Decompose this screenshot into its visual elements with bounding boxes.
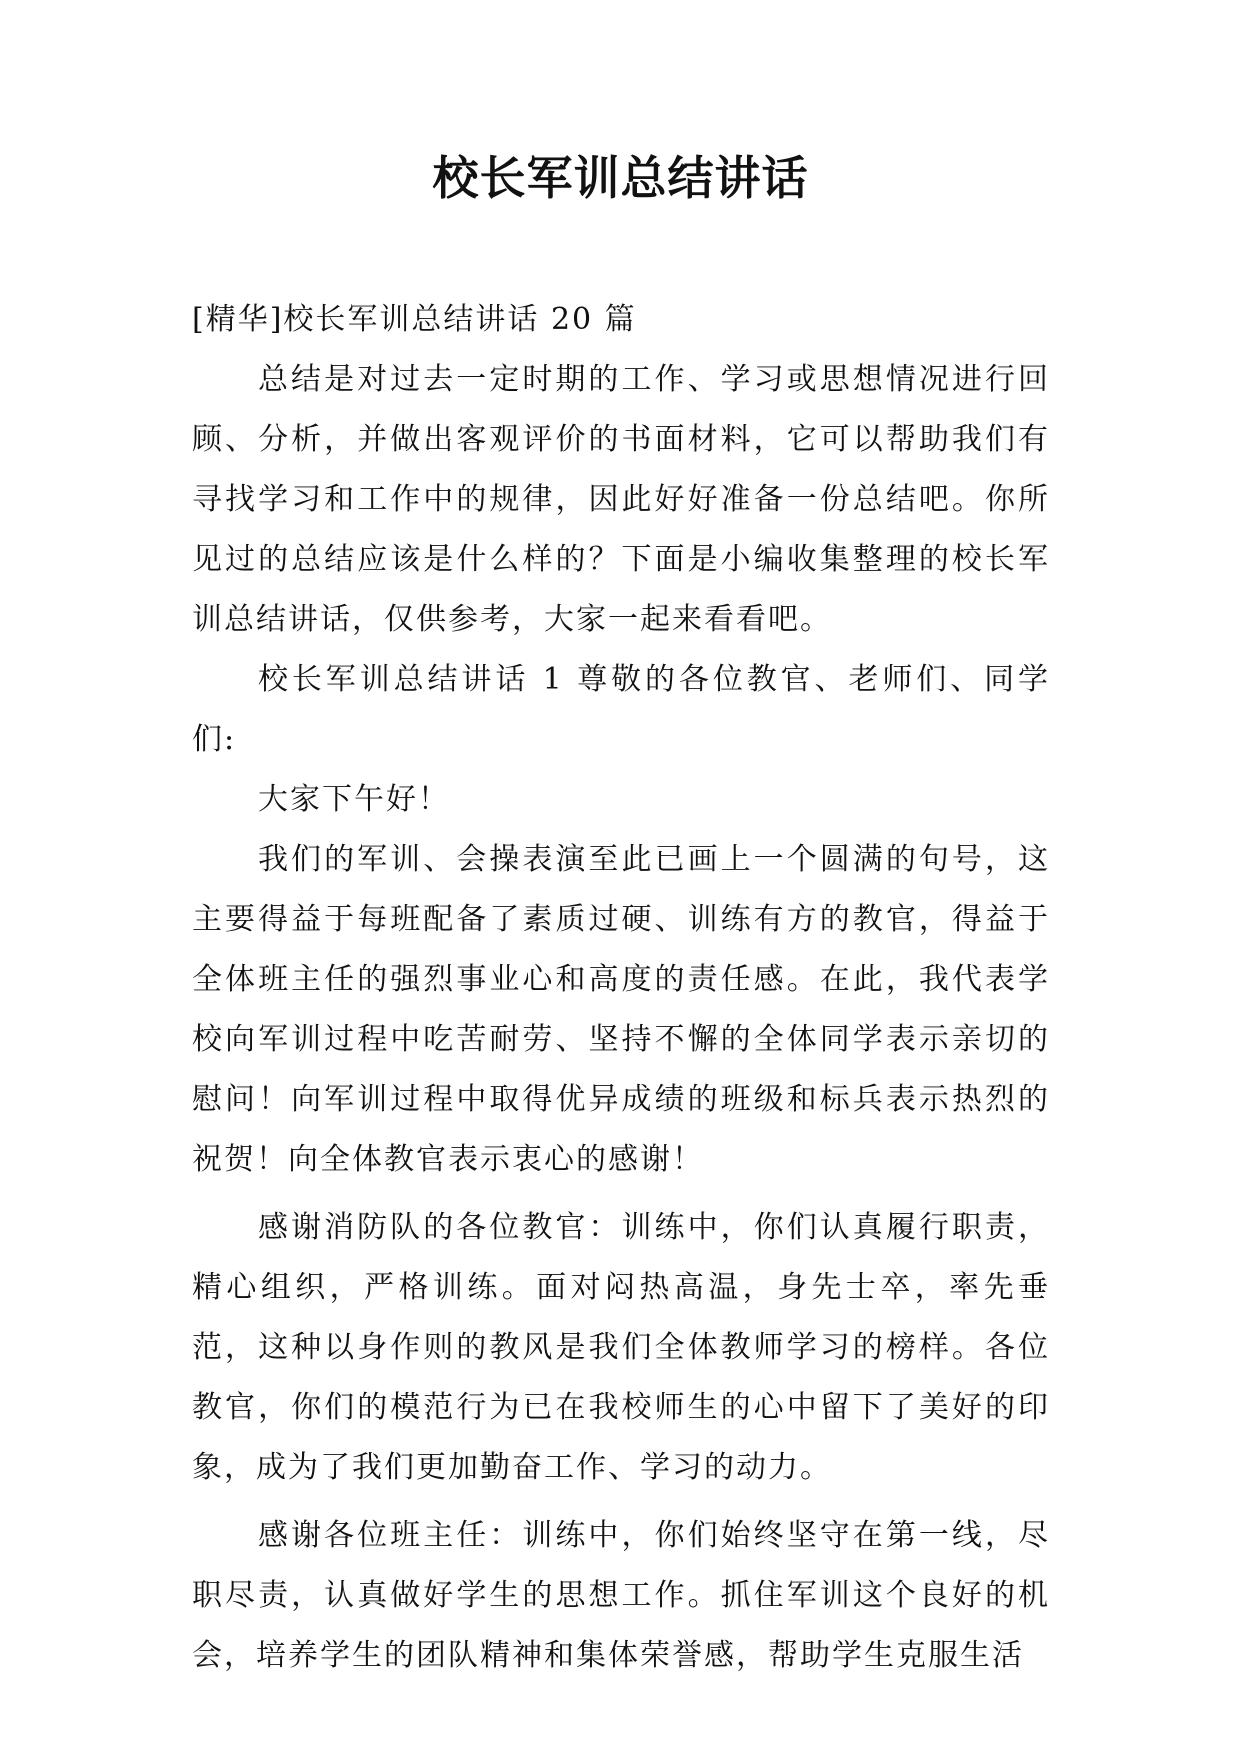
intro-paragraph: 总结是对过去一定时期的工作、学习或思想情况进行回顾、分析，并做出客观评价的书面材料，它可以帮助我们有寻找学习和工作中的规律，因此好好准备一份总结吧。你所见过的总结应该是什么样的？下面是小编收集整理的校长军训总结讲话，仅供参考，大家一起来看看吧。 (192, 362, 1050, 637)
body-paragraph: 感谢各位班主任：训练中，你们始终坚守在第一线，尽职尽责，认真做好学生的思想工作。抓住军训这个良好的机会，培养学生的团队精神和集体荣誉感，帮助学生克服生活 (192, 1518, 1050, 1673)
body-paragraph: 我们的军训、会操表演至此已画上一个圆满的句号，这主要得益于每班配备了素质过硬、训练有方的教官，得益于全体班主任的强烈事业心和高度的责任感。在此，我代表学校向军训过程中吃苦耐劳、坚持不懈的全体同学表示亲切的慰问！向军训过程中取得优异成绩的班级和标兵表示热烈的祝贺！向全体教官表示衷心的感谢！ (192, 842, 1050, 1177)
body-paragraph: 感谢消防队的各位教官：训练中，你们认真履行职责，精心组织，严格训练。面对闷热高温，身先士卒，率先垂范，这种以身作则的教风是我们全体教师学习的榜样。各位教官，你们的模范行为已在我校师生的心中留下了美好的印象，成为了我们更加勤奋工作、学习的动力。 (192, 1210, 1050, 1485)
subtitle-paragraph: [精华]校长军训总结讲话 20 篇 (192, 302, 637, 337)
greeting-paragraph: 大家下午好！ (258, 782, 450, 817)
speech-salutation: 校长军训总结讲话 1 尊敬的各位教官、老师们、同学们: (192, 662, 1050, 757)
document-body (192, 290, 1050, 1686)
document-title: 校长军训总结讲话 (432, 151, 809, 205)
